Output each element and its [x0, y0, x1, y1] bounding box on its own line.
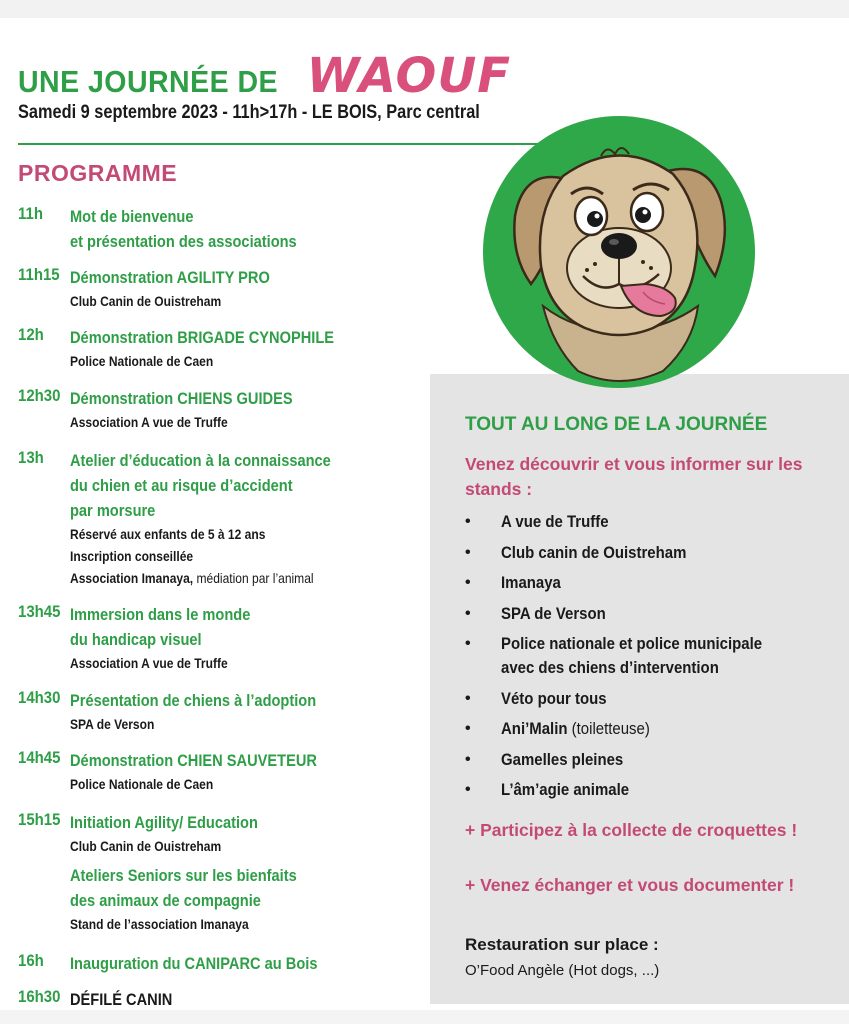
entry-organizer: Police Nationale de Caen: [70, 776, 214, 792]
entry-organizer: [70, 567, 397, 589]
entry-time: 14h30: [18, 688, 61, 707]
stand-name: Club canin de Ouistreham: [501, 542, 687, 562]
entry-title: Mot de bienvenue: [70, 207, 194, 226]
panel-title: TOUT AU LONG DE LA JOURNÉE: [465, 414, 768, 435]
entry-title: Démonstration CHIEN SAUVETEUR: [70, 751, 317, 770]
stand-name: SPA de Verson: [501, 603, 606, 623]
bullet-icon: •: [465, 720, 471, 737]
entry-title: Démonstration BRIGADE CYNOPHILE: [70, 328, 335, 347]
entry-title: et présentation des associations: [70, 232, 297, 251]
title-main: UNE JOURNÉE DE: [18, 64, 279, 99]
entry-organizer: Club Canin de Ouistreham: [70, 293, 222, 309]
entry-time: 13h45: [18, 602, 61, 621]
entry-organizer: Club Canin de Ouistreham: [70, 838, 222, 854]
entry-title: par morsure: [70, 501, 156, 520]
title-brand: WAOUF: [306, 48, 512, 104]
entry-title: Initiation Agility/ Education: [70, 813, 258, 832]
entry-title: du handicap visuel: [70, 630, 202, 649]
list-item: [465, 717, 835, 741]
stand-name: Police nationale et police municipale avec des chiens d’intervention: [501, 634, 763, 677]
restauration-title: Restauration sur place :: [465, 935, 659, 954]
entry-time: 12h: [18, 325, 44, 344]
entry-organizer: Stand de l’association Imanaya: [70, 916, 249, 932]
entry-time: 13h: [18, 448, 44, 467]
bullet-icon: •: [465, 689, 471, 707]
stand-name: A vue de Truffe: [501, 512, 609, 531]
entry-time: 11h15: [18, 265, 60, 284]
bullet-icon: •: [465, 781, 471, 798]
entry-title: des animaux de compagnie: [70, 891, 261, 910]
entry-title: Atelier d’éducation à la connaissance: [70, 451, 331, 470]
list-item: [465, 687, 835, 711]
list-item: [465, 778, 835, 802]
panel-intro: Venez découvrir et vous informer sur les stands :: [465, 454, 803, 499]
entry-detail: Réservé aux enfants de 5 à 12 ans: [70, 526, 266, 542]
page-title: [18, 48, 511, 104]
list-item: [465, 632, 835, 680]
entry-title: du chien et au risque d’accident: [70, 476, 293, 495]
list-item: [465, 510, 835, 534]
stand-name: Véto pour tous: [501, 688, 607, 708]
entry-organizer: Association A vue de Truffe: [70, 414, 228, 430]
bullet-icon: •: [465, 604, 471, 622]
entry-title: Présentation de chiens à l’adoption: [70, 691, 317, 710]
bottom-margin: [0, 1010, 849, 1024]
stand-name: Gamelles pleines: [501, 749, 624, 769]
entry-title: Ateliers Seniors sur les bienfaits: [70, 866, 297, 885]
entry-title: DÉFILÉ CANIN: [70, 990, 173, 1009]
entry-time: 12h30: [18, 386, 61, 405]
list-item: [465, 571, 835, 595]
bullet-icon: •: [465, 750, 471, 768]
list-item: [465, 541, 835, 565]
event-date-location: Samedi 9 septembre 2023 - 11h>17h - LE BOIS, Parc central: [18, 102, 480, 123]
collecte-callout: + Participez à la collecte de croquettes !: [465, 820, 798, 840]
stand-note: (toiletteuse): [571, 719, 650, 738]
dog-head-icon: [483, 116, 755, 388]
entry-time: 15h15: [18, 810, 61, 829]
entry-time: 16h30: [18, 987, 61, 1006]
bullet-icon: •: [465, 635, 471, 652]
programme-heading: PROGRAMME: [18, 160, 178, 186]
bullet-icon: •: [465, 513, 471, 530]
stand-name: Ani’Malin: [501, 719, 568, 738]
list-item: [465, 602, 835, 626]
entry-title: Démonstration CHIENS GUIDES: [70, 389, 293, 408]
echange-callout: + Venez échanger et vous documenter !: [465, 875, 795, 895]
bullet-icon: •: [465, 574, 471, 591]
list-item: [465, 748, 835, 772]
bullet-icon: •: [465, 543, 471, 561]
entry-organizer: SPA de Verson: [70, 716, 155, 732]
entry-time: 14h45: [18, 748, 61, 767]
entry-organizer: Police Nationale de Caen: [70, 353, 214, 369]
entry-organizer: Association A vue de Truffe: [70, 655, 228, 671]
entry-time: 11h: [18, 204, 43, 223]
title-divider: [18, 143, 558, 145]
entry-title: Immersion dans le monde: [70, 605, 251, 624]
entry-title: Démonstration AGILITY PRO: [70, 268, 270, 287]
entry-time: 16h: [18, 951, 44, 970]
top-margin: [0, 0, 849, 18]
entry-detail: Inscription conseillée: [70, 548, 194, 564]
stand-name: Imanaya: [501, 573, 561, 592]
entry-title: Inauguration du CANIPARC au Bois: [70, 954, 318, 973]
stand-name: L’âm’agie animale: [501, 780, 630, 799]
stands-list: [465, 510, 835, 809]
organizer-note: médiation par l’animal: [193, 570, 314, 586]
restauration-text: O’Food Angèle (Hot dogs, ...): [465, 962, 660, 979]
dog-illustration-badge: [483, 116, 755, 388]
organizer-name: Association Imanaya,: [70, 570, 194, 586]
